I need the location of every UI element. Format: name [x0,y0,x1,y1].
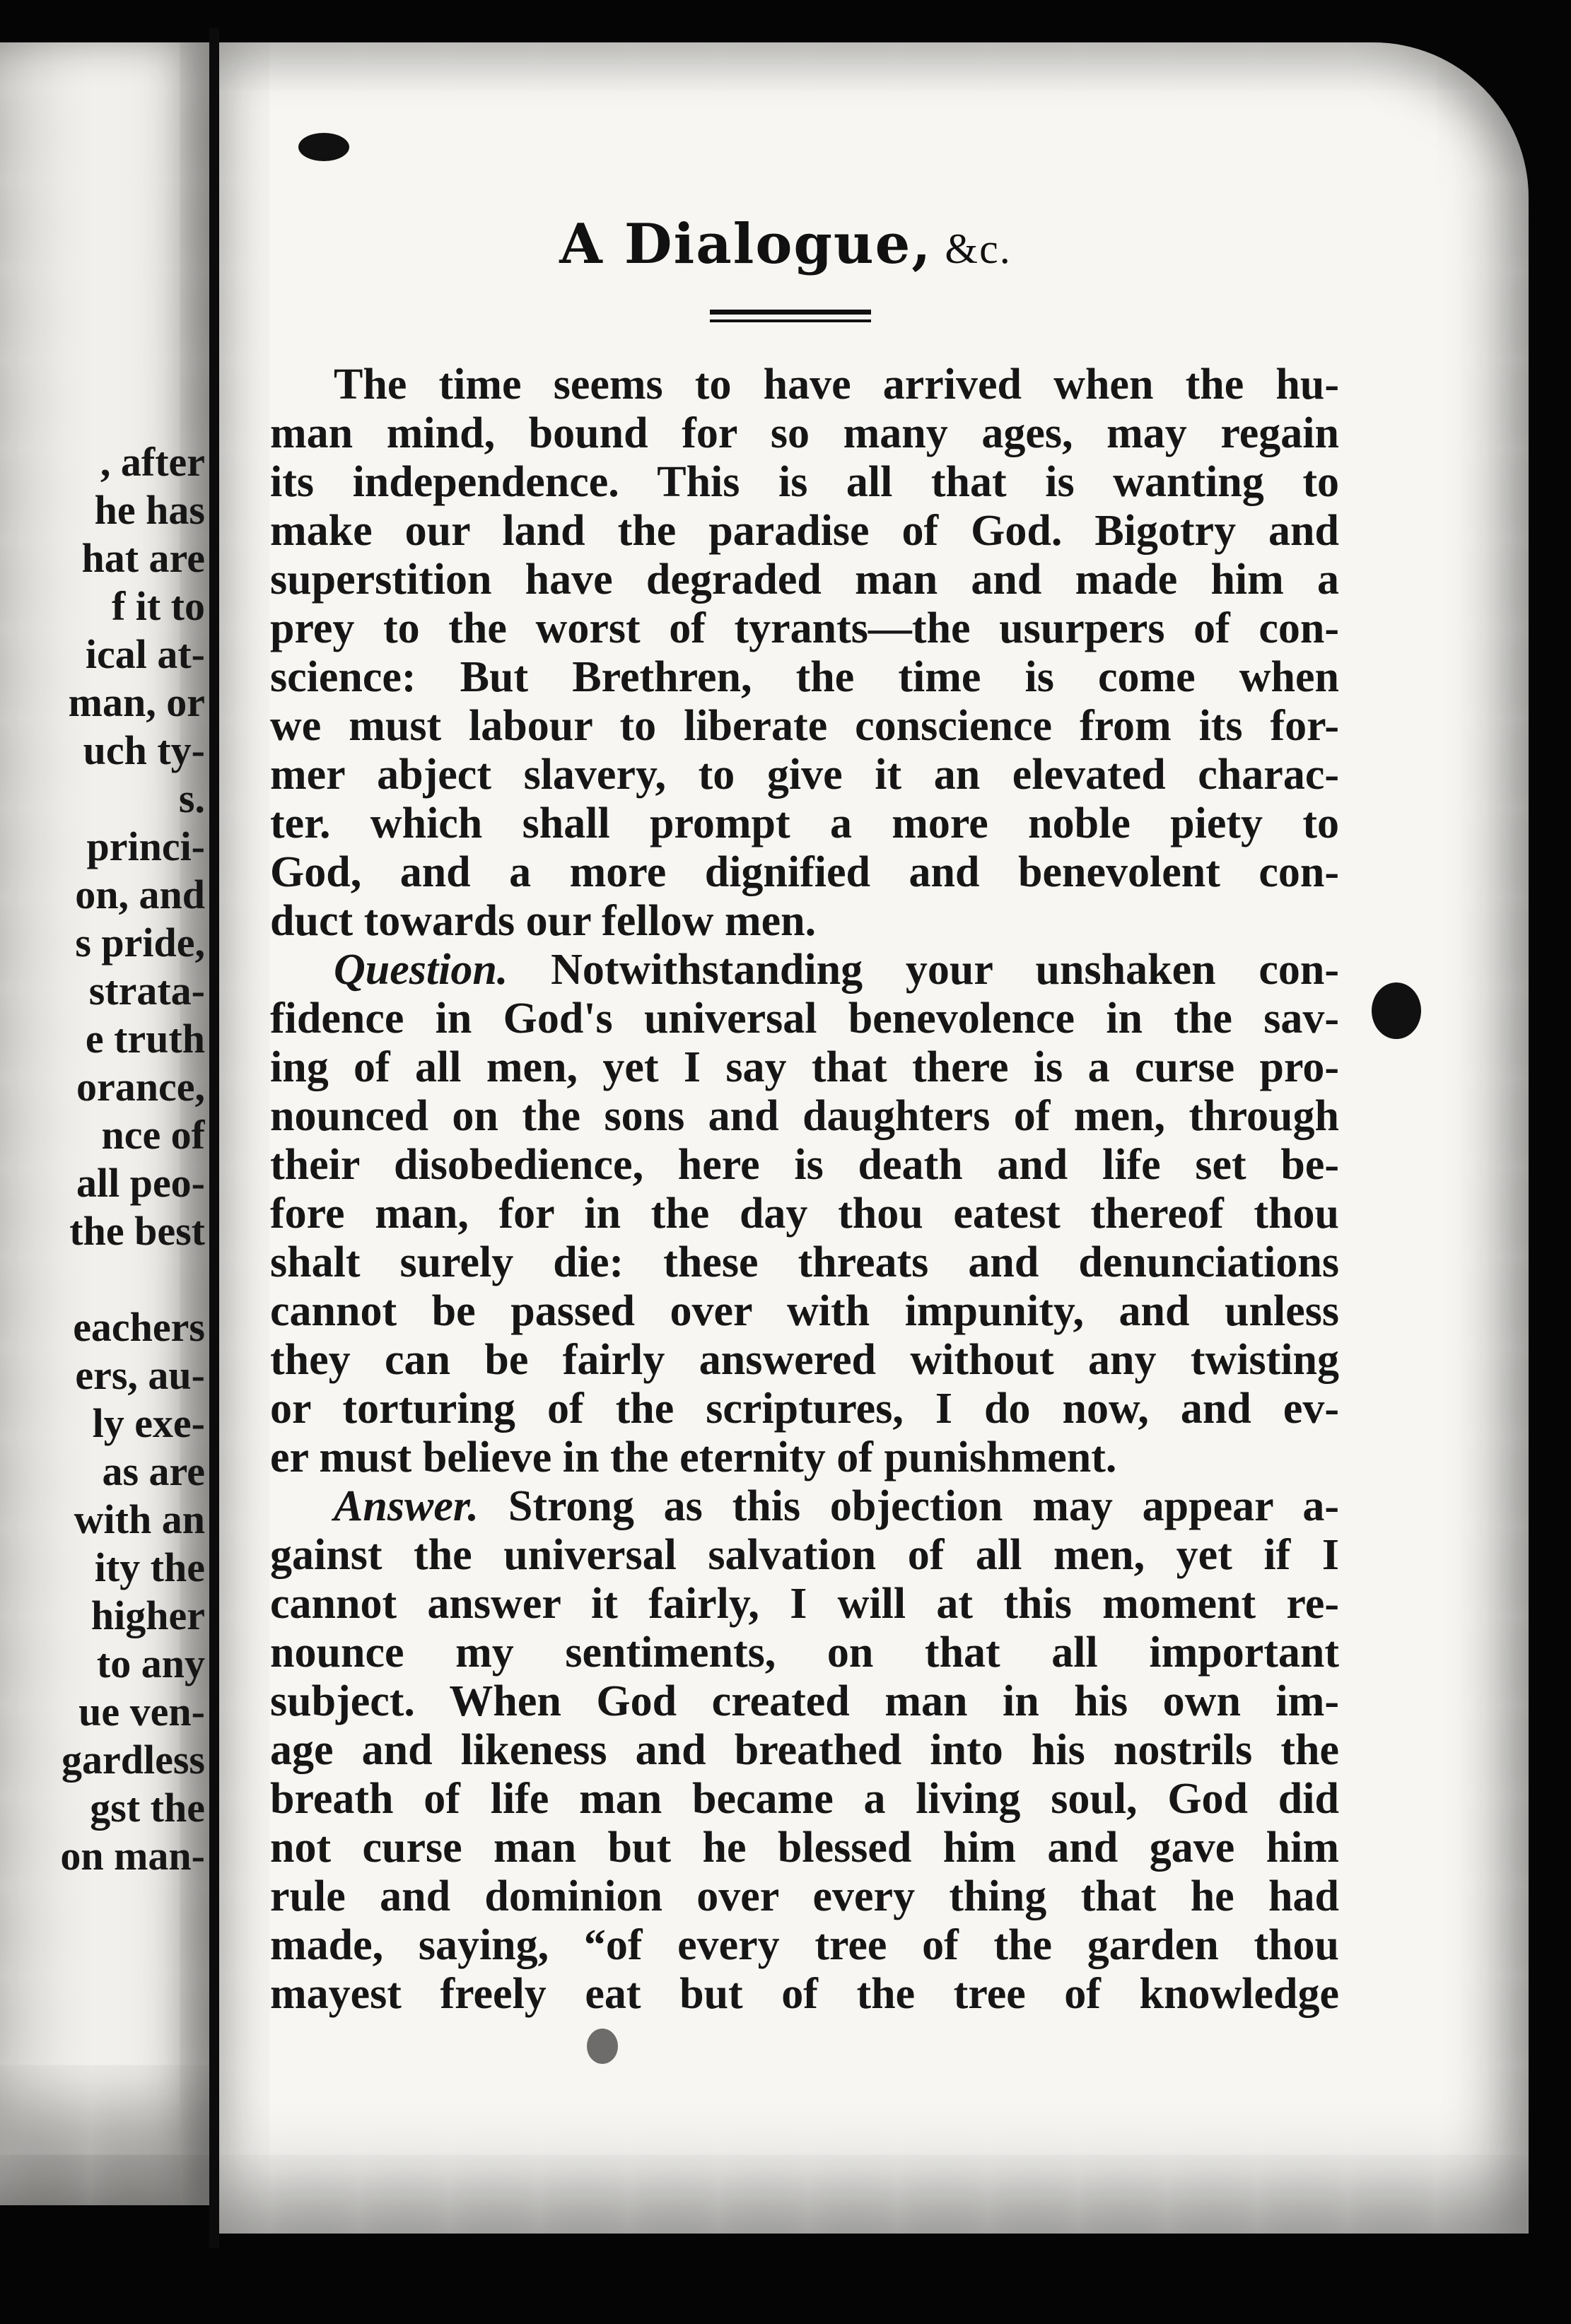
left-line: , after [100,439,205,485]
left-line: f it to [111,583,205,629]
text-line: er must believe in the eternity of punishment. [270,1433,1117,1481]
text-line: The time seems to have arrived when the hu- [334,360,1339,409]
text-line: make our land the paradise of God. Bigotry and [270,507,1339,555]
page-gutter [209,28,219,2248]
text-line: not curse man but he blessed him and gave him [270,1824,1339,1872]
left-line: man, or [68,679,205,725]
text-line: shalt surely die: these threats and denunciations [270,1238,1339,1286]
text-line: man mind, bound for so many ages, may regain [270,409,1339,457]
text-line: science: But Brethren, the time is come when [270,653,1339,701]
text-line: its independence. This is all that is wanting to [270,458,1339,506]
text-line: made, saying, “of every tree of the garden thou [270,1921,1339,1969]
left-line: s pride, [75,920,205,966]
left-line: to any [96,1641,205,1686]
left-page-text [0,438,205,1880]
text-line: cannot be passed over with impunity, and unless [270,1287,1339,1335]
left-line: princi- [86,823,205,869]
text-line [270,1482,1339,1531]
left-line: all peo- [76,1160,205,1206]
left-line: gardless [62,1737,205,1783]
ink-blot [587,2029,618,2064]
text-line: or torturing of the scriptures, I do now, and ev- [270,1385,1339,1433]
text-line: prey to the worst of tyrants—the usurpers of con- [270,604,1339,652]
left-line: strata- [88,968,205,1014]
left-line: orance, [76,1064,205,1110]
text-line: nounced on the sons and daughters of men, through [270,1092,1339,1140]
left-line: uch ty- [83,727,205,773]
text-line: we must labour to liberate conscience from its for- [270,702,1339,750]
ink-blot [1372,982,1421,1039]
body-text [270,360,1339,2019]
left-line: hat are [81,535,205,581]
left-line: the best [69,1208,205,1254]
text-line: mayest freely eat but of the tree of knowledge [270,1970,1339,2018]
text-line: superstition have degraded man and made him a [270,556,1339,604]
text-line: God, and a more dignified and benevolent con- [270,848,1339,896]
text-line: they can be fairly answered without any twisting [270,1336,1339,1384]
left-line: on man- [60,1833,205,1879]
text-line: duct towards our fellow men. [270,897,817,945]
left-line: gst the [90,1785,205,1831]
text-line: ing of all men, yet I say that there is a curse pro- [270,1043,1339,1091]
left-line: ue ven- [78,1689,205,1735]
left-line: eachers [73,1304,205,1350]
text-line [270,946,1339,994]
left-line: ical at- [85,631,205,677]
left-line: with an [74,1496,205,1542]
left-line: on, and [75,872,205,917]
title-suffix: &c. [945,225,1012,272]
left-line: ity the [94,1544,205,1590]
page-title [0,212,1571,276]
left-line: e truth [85,1016,205,1062]
ink-blot [298,133,349,161]
text-line: cannot answer it fairly, I will at this moment re- [270,1580,1339,1628]
left-line: he has [94,487,205,533]
text-line: subject. When God created man in his own im- [270,1677,1339,1725]
text-line: their disobedience, here is death and life set be- [270,1141,1339,1189]
text-line: breath of life man became a living soul, God did [270,1775,1339,1823]
text-line: fidence in God's universal benevolence in the sav- [270,994,1339,1043]
title-rule [710,319,871,322]
text-line: mer abject slavery, to give it an elevated charac- [270,751,1339,799]
answer-label: Answer. [334,1482,479,1530]
text-line: gainst the universal salvation of all men, yet if I [270,1531,1339,1579]
text-line: fore man, for in the day thou eatest thereof thou [270,1190,1339,1238]
text-span: Strong as this objection may appear a- [508,1482,1340,1530]
text-line: nounce my sentiments, on that all important [270,1628,1339,1677]
left-line: nce of [101,1112,205,1158]
left-line: ly exe- [92,1400,205,1446]
text-line: ter. which shall prompt a more noble piety to [270,799,1339,847]
text-span: Notwithstanding your unshaken con- [551,946,1340,994]
title-rule [710,310,871,315]
title-text: A Dialogue, [559,212,933,276]
left-page-fragment [0,42,212,2205]
left-line: higher [90,1592,205,1638]
left-line: ers, au- [75,1352,205,1398]
left-line: as are [102,1448,205,1494]
left-line [0,1255,205,1303]
text-line: age and likeness and breathed into his nostrils the [270,1726,1339,1774]
left-line: s. [178,775,205,821]
question-label: Question. [334,946,508,994]
text-line: rule and dominion over every thing that he had [270,1872,1339,1920]
